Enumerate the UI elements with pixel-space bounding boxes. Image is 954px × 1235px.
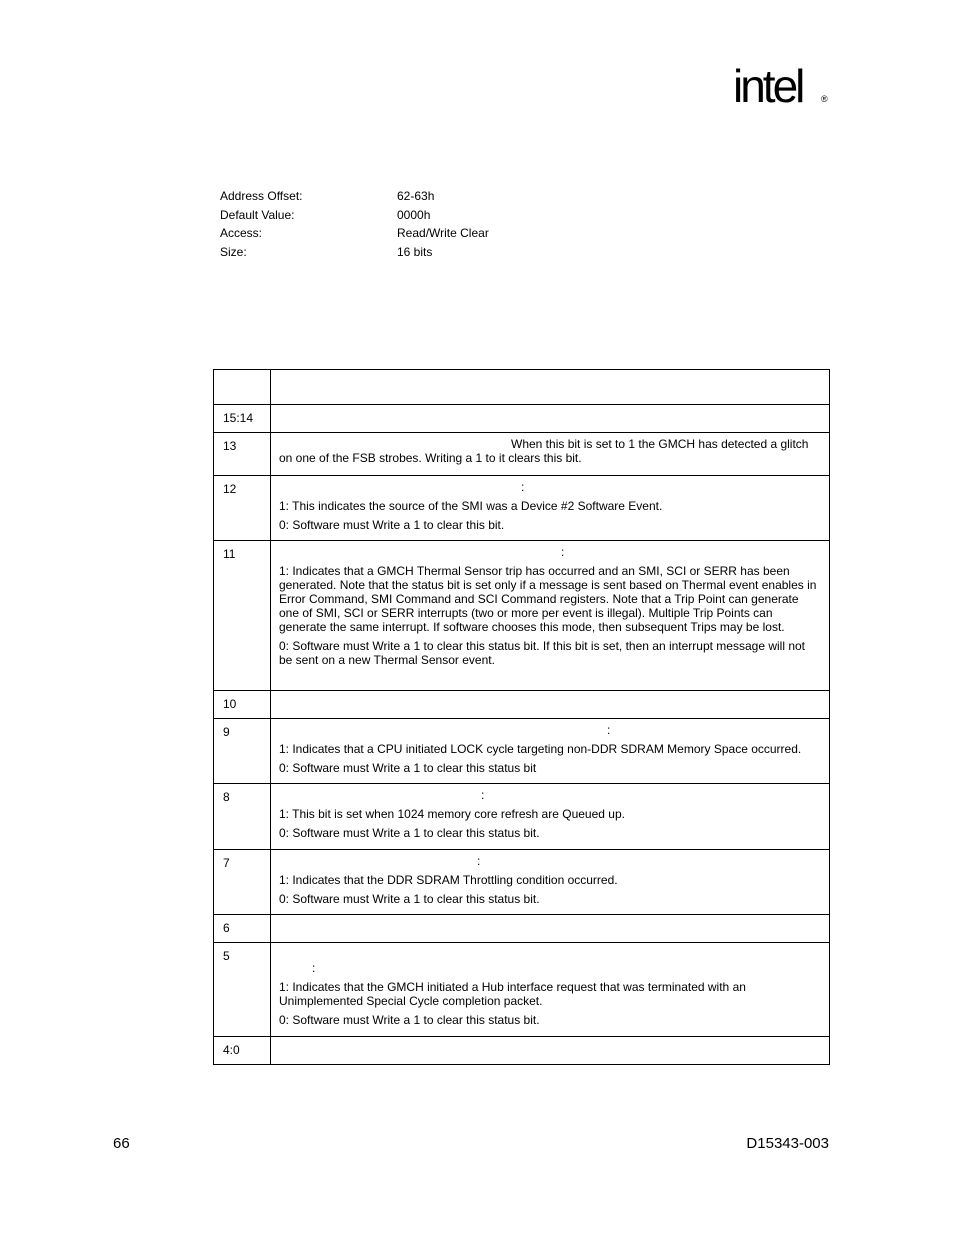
page-number: 66	[113, 1135, 130, 1152]
desc-line: 0: Software must Write a 1 to clear this status bit.	[279, 1013, 540, 1027]
field-value: 16 bits	[397, 244, 433, 259]
desc-line: :	[561, 545, 565, 559]
table-row	[214, 433, 830, 476]
table-row	[214, 691, 830, 719]
field-label: Default Value:	[220, 207, 295, 222]
desc-line: :	[481, 788, 485, 802]
bit-cell: 8	[214, 784, 271, 850]
desc-cell	[271, 850, 830, 915]
desc-line: 0: Software must Write a 1 to clear this status bit	[279, 761, 537, 775]
bit-cell: 13	[214, 433, 271, 476]
field-value: Read/Write Clear	[397, 226, 489, 241]
desc-cell	[271, 476, 830, 541]
desc-line: 1: Indicates that a GMCH Thermal Sensor trip has occurred and an SMI, SCI or SERR has been generated. Note that the status bit is set only if a message is sent based on Thermal event enables in Error Command, SMI Command and SCI Command registers. Note that a Trip Point can generate one of SMI, SCI or SERR interrupts (two or more per event is illegal). Multiple Trip Points can generate the same interrupt. If software chooses this mode, then subsequent Trips may be lost.	[279, 564, 817, 634]
size-row	[220, 245, 620, 264]
bit-cell: 6	[214, 915, 271, 943]
desc-line: 1: This indicates the source of the SMI was a Device #2 Software Event.	[279, 499, 663, 513]
desc-line: 0: Software must Write a 1 to clear this bit.	[279, 518, 505, 532]
desc-line: 1: This bit is set when 1024 memory core refresh are Queued up.	[279, 807, 625, 821]
bit-cell: 11	[214, 541, 271, 691]
header-desc-cell	[271, 370, 830, 405]
desc-line: 1: Indicates that the GMCH initiated a Hub interface request that was terminated with an Unimplemented Special Cycle completion packet.	[279, 980, 746, 1008]
bit-cell: 7	[214, 850, 271, 915]
desc-cell	[271, 405, 830, 433]
desc-cell	[271, 1037, 830, 1065]
intel-logo	[733, 58, 833, 118]
default-value-row	[220, 208, 620, 227]
table-row	[214, 405, 830, 433]
document-number: D15343-003	[746, 1135, 829, 1152]
registered-mark: ®	[821, 94, 828, 104]
desc-cell	[271, 784, 830, 850]
desc-line: :	[312, 961, 316, 975]
table-row	[214, 784, 830, 850]
header-bit-cell	[214, 370, 271, 405]
desc-line: 1: Indicates that the DDR SDRAM Throttling condition occurred.	[279, 873, 618, 887]
address-offset-row	[220, 189, 620, 208]
bit-cell: 15:14	[214, 405, 271, 433]
bit-cell: 4:0	[214, 1037, 271, 1065]
field-value: 0000h	[397, 207, 431, 222]
field-value: 62-63h	[397, 189, 435, 203]
bit-cell: 9	[214, 719, 271, 784]
bit-cell: 12	[214, 476, 271, 541]
logo-wordmark: intel	[733, 60, 803, 112]
table-row	[214, 719, 830, 784]
desc-line: 0: Software must Write a 1 to clear this status bit.	[279, 892, 540, 906]
bit-cell: 10	[214, 691, 271, 719]
field-label: Address Offset:	[220, 189, 303, 203]
desc-line: 0: Software must Write a 1 to clear this status bit. If this bit is set, then an interrupt message will not be sent on a new Thermal Sensor event.	[279, 639, 806, 667]
table-row	[214, 850, 830, 915]
field-label: Access:	[220, 226, 263, 241]
desc-cell	[271, 943, 830, 1037]
access-row	[220, 226, 620, 245]
table-header-row	[214, 370, 830, 405]
table-row	[214, 943, 830, 1037]
table-row	[214, 476, 830, 541]
field-label: Size:	[220, 244, 247, 259]
desc-line: :	[521, 480, 525, 494]
table-row	[214, 541, 830, 691]
bit-cell: 5	[214, 943, 271, 1037]
desc-cell	[271, 433, 830, 476]
desc-cell	[271, 915, 830, 943]
table-row	[214, 1037, 830, 1065]
desc-cell	[271, 719, 830, 784]
desc-line: :	[607, 723, 611, 737]
desc-line: When this bit is set to 1 the GMCH has detected a glitch on one of the FSB strobes. Writing a 1 to it clears this bit.	[279, 437, 809, 465]
desc-line: :	[477, 854, 481, 868]
bit-description-table	[213, 369, 830, 1065]
desc-cell	[271, 541, 830, 691]
table-row	[214, 915, 830, 943]
desc-cell	[271, 691, 830, 719]
register-summary	[220, 189, 620, 263]
desc-line: 0: Software must Write a 1 to clear this status bit.	[279, 826, 540, 840]
desc-line: 1: Indicates that a CPU initiated LOCK cycle targeting non-DDR SDRAM Memory Space occurred.	[279, 742, 802, 756]
